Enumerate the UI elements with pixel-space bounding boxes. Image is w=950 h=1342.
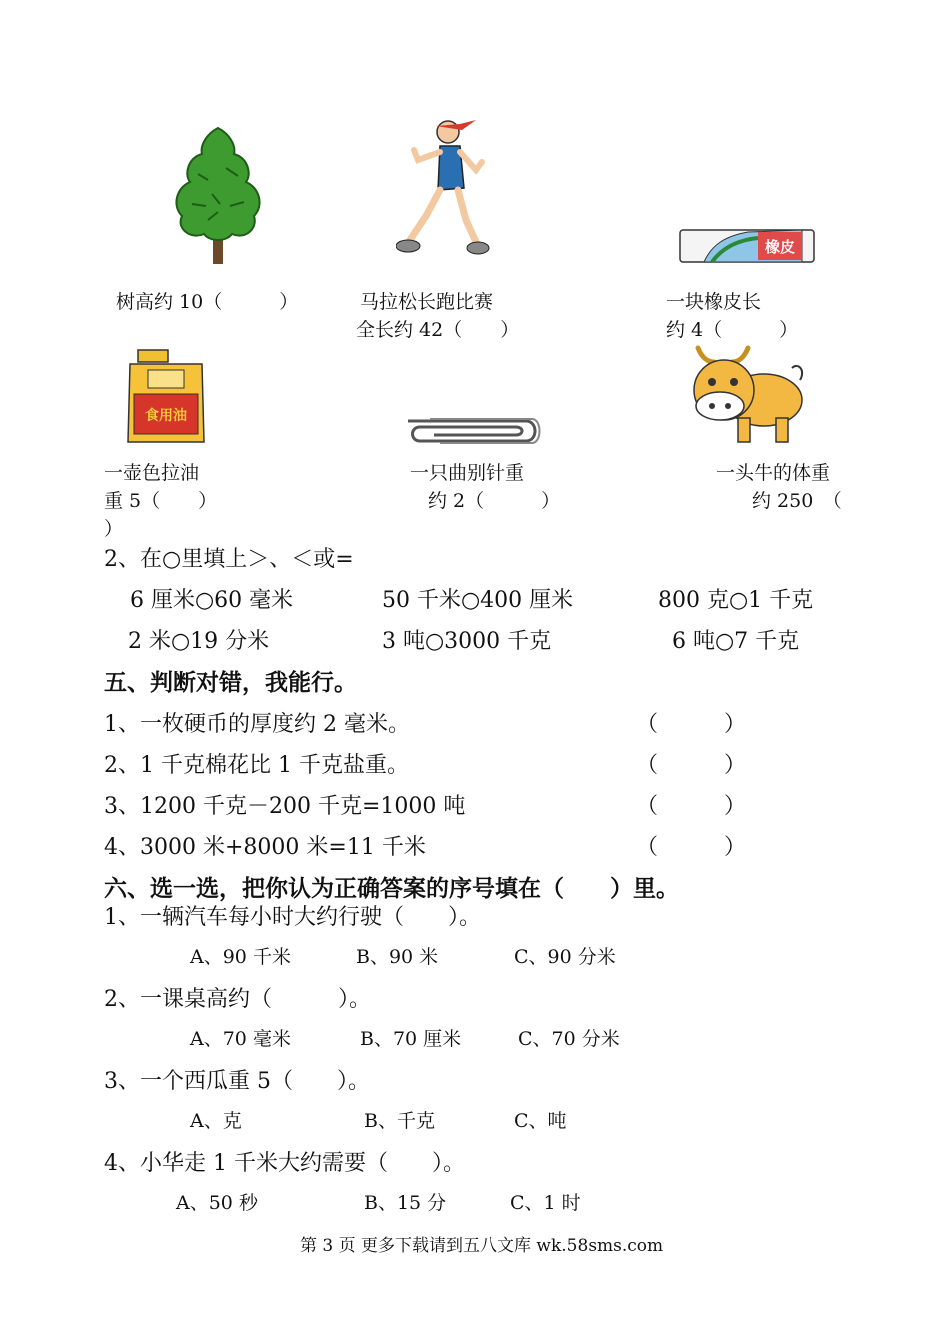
s6-q3-opt-b: B、千克: [364, 1110, 435, 1132]
caption-clip-line2: 约 2（ ）: [428, 490, 561, 512]
s6-q3-opt-c: C、吨: [514, 1110, 567, 1132]
s6-q1-opt-c: C、90 分米: [514, 946, 616, 968]
s6-q4-opt-b: B、15 分: [364, 1192, 447, 1214]
s5-item-3: 3、1200 千克－200 千克=1000 吨: [104, 794, 466, 819]
compare-r2-c3: 6 吨○7 千克: [672, 629, 800, 654]
caption-eraser-line2: 约 4（ ）: [666, 319, 799, 341]
compare-title: 2、在○里填上＞、＜或=: [104, 547, 354, 572]
s5-paren-3: （ ）: [636, 794, 747, 819]
eraser-label: 橡皮: [764, 238, 796, 256]
s6-question-4: 4、小华走 1 千米大约需要（ ）。: [104, 1151, 465, 1176]
s6-q2-opt-c: C、70 分米: [518, 1028, 620, 1050]
oil-bottle-label: 食用油: [145, 408, 187, 424]
s6-question-2: 2、一课桌高约（ ）。: [104, 987, 371, 1012]
s5-item-1: 1、一枚硬币的厚度约 2 毫米。: [104, 712, 410, 737]
caption-runner-line2: 全长约 42（ ）: [356, 319, 520, 341]
caption-clip-line1: 一只曲别针重: [410, 462, 525, 484]
section5-title: 五、判断对错，我能行。: [104, 670, 357, 696]
compare-r1-c1: 6 厘米○60 毫米: [130, 588, 294, 613]
s6-q3-opt-a: A、克: [190, 1110, 242, 1132]
caption-runner-line1: 马拉松长跑比赛: [360, 291, 494, 313]
compare-r2-c2: 3 吨○3000 千克: [382, 629, 552, 654]
s5-paren-2: （ ）: [636, 753, 747, 778]
oil-bottle-icon: [124, 348, 208, 446]
caption-tree-line1: 树高约 10（ ）: [116, 291, 299, 313]
s6-q2-opt-a: A、70 毫米: [190, 1028, 291, 1050]
caption-oil-line2: 重 5（ ）: [104, 490, 218, 512]
tree-icon: [168, 124, 268, 266]
caption-cow-line1: 一头牛的体重: [716, 462, 831, 484]
eraser-icon: [678, 224, 816, 268]
caption-cow-line2: 约 250 （: [752, 490, 842, 512]
s5-item-2: 2、1 千克棉花比 1 千克盐重。: [104, 753, 409, 778]
page-footer: 第 3 页 更多下载请到五八文库 wk.58sms.com: [300, 1236, 664, 1256]
s5-paren-1: （ ）: [636, 712, 747, 737]
s6-q4-opt-a: A、50 秒: [176, 1192, 258, 1214]
s6-q1-opt-a: A、90 千米: [190, 946, 291, 968]
compare-r2-c1: 2 米○19 分米: [128, 629, 270, 654]
s6-q4-opt-c: C、1 时: [510, 1192, 581, 1214]
paperclip-icon: [400, 415, 544, 447]
caption-eraser-line1: 一块橡皮长: [666, 291, 762, 313]
caption-oil-line1: 一壶色拉油: [104, 462, 200, 484]
cow-icon: [688, 340, 806, 446]
s6-question-3: 3、一个西瓜重 5（ ）。: [104, 1069, 370, 1094]
compare-r1-c3: 800 克○1 千克: [658, 588, 814, 613]
compare-r1-c2: 50 千米○400 厘米: [382, 588, 574, 613]
section6-title: 六、选一选，把你认为正确答案的序号填在（ ）里。: [104, 876, 679, 902]
s6-question-1: 1、一辆汽车每小时大约行驶（ ）。: [104, 905, 481, 930]
s6-q1-opt-b: B、90 米: [356, 946, 439, 968]
runner-icon: [396, 116, 492, 266]
s5-paren-4: （ ）: [636, 835, 747, 860]
s5-item-4: 4、3000 米+8000 米=11 千米: [104, 835, 426, 860]
caption-oil-line3: ）: [104, 518, 124, 540]
s6-q2-opt-b: B、70 厘米: [360, 1028, 462, 1050]
